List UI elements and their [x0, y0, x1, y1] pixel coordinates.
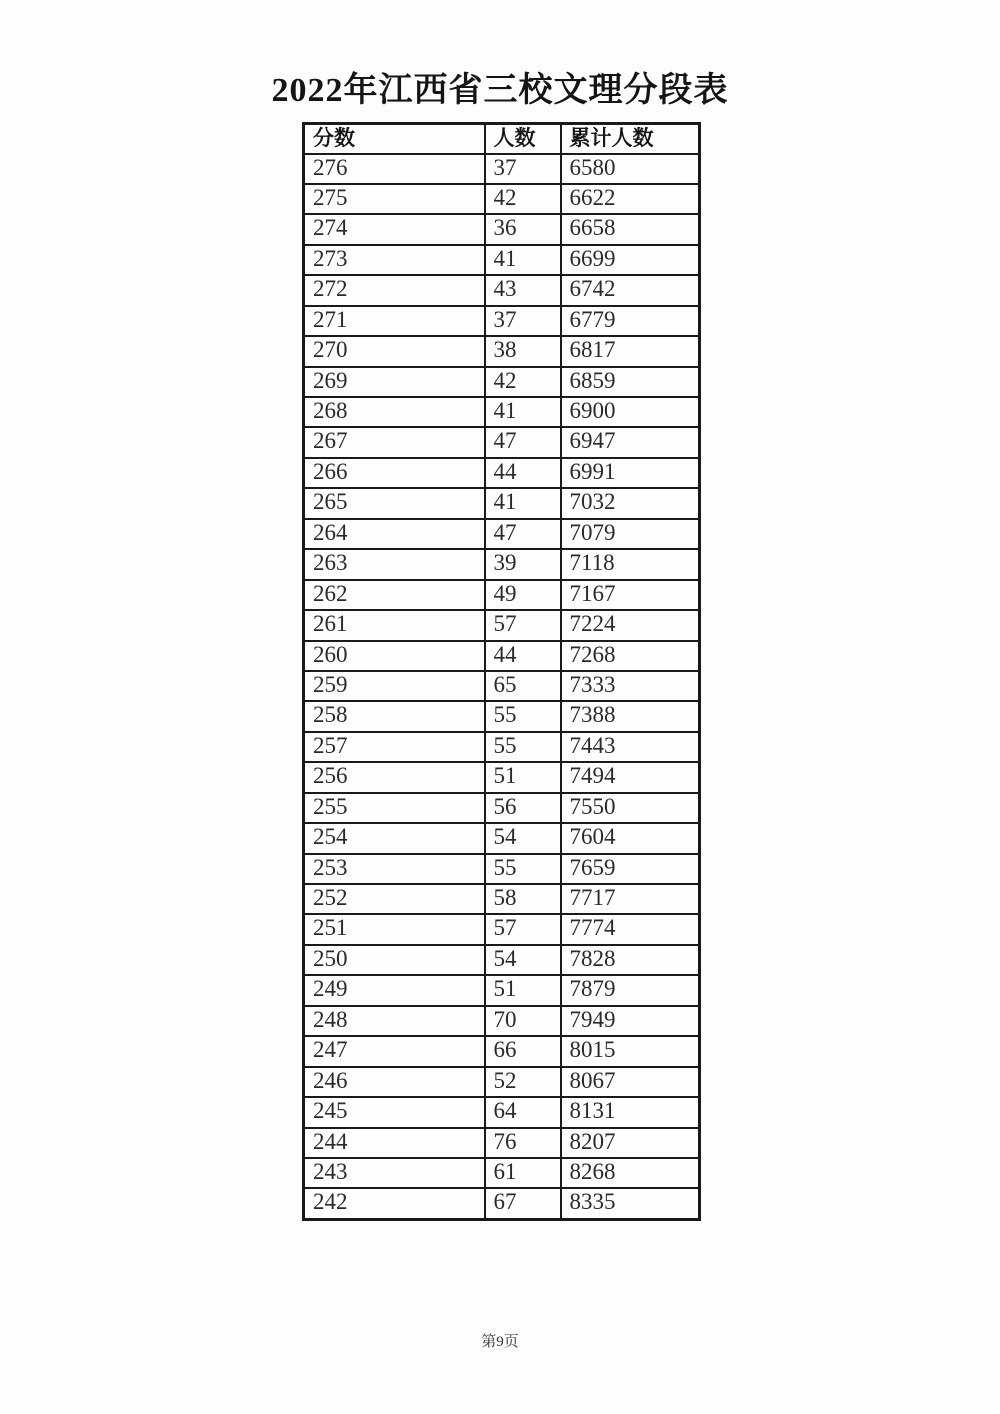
score-cell: 252: [304, 884, 485, 914]
table-row: [304, 367, 700, 397]
count-cell: 57: [485, 610, 561, 640]
table-row: [304, 214, 700, 244]
score-cell: 243: [304, 1158, 485, 1188]
score-cell: 245: [304, 1097, 485, 1127]
score-cell: 259: [304, 671, 485, 701]
count-cell: 41: [485, 488, 561, 518]
count-cell: 43: [485, 275, 561, 305]
cumulative-cell: 7659: [561, 854, 700, 884]
table-row: [304, 580, 700, 610]
cumulative-cell: 7224: [561, 610, 700, 640]
header-score: 分数: [304, 124, 485, 154]
cumulative-cell: 7494: [561, 762, 700, 792]
cumulative-cell: 7443: [561, 732, 700, 762]
cumulative-cell: 6699: [561, 245, 700, 275]
cumulative-cell: 8335: [561, 1188, 700, 1219]
cumulative-cell: 7333: [561, 671, 700, 701]
cumulative-cell: 6779: [561, 306, 700, 336]
cumulative-cell: 7268: [561, 641, 700, 671]
count-cell: 37: [485, 154, 561, 184]
table-row: [304, 701, 700, 731]
cumulative-cell: 7949: [561, 1006, 700, 1036]
table-row: [304, 975, 700, 1005]
table-row: [304, 671, 700, 701]
count-cell: 41: [485, 397, 561, 427]
table-row: [304, 397, 700, 427]
count-cell: 47: [485, 427, 561, 457]
score-cell: 261: [304, 610, 485, 640]
score-cell: 249: [304, 975, 485, 1005]
cumulative-cell: 6622: [561, 184, 700, 214]
score-distribution-table: [302, 122, 701, 1221]
score-cell: 251: [304, 914, 485, 944]
cumulative-cell: 7032: [561, 488, 700, 518]
table-row: [304, 945, 700, 975]
table-row: [304, 762, 700, 792]
count-cell: 51: [485, 762, 561, 792]
cumulative-cell: 6742: [561, 275, 700, 305]
count-cell: 61: [485, 1158, 561, 1188]
count-cell: 44: [485, 458, 561, 488]
score-cell: 269: [304, 367, 485, 397]
table-row: [304, 641, 700, 671]
cumulative-cell: 7388: [561, 701, 700, 731]
score-cell: 253: [304, 854, 485, 884]
score-cell: 270: [304, 336, 485, 366]
cumulative-cell: 6859: [561, 367, 700, 397]
table-row: [304, 610, 700, 640]
count-cell: 66: [485, 1036, 561, 1066]
table-row: [304, 1128, 700, 1158]
count-cell: 52: [485, 1067, 561, 1097]
score-cell: 258: [304, 701, 485, 731]
count-cell: 37: [485, 306, 561, 336]
table-row: [304, 823, 700, 853]
cumulative-cell: 7167: [561, 580, 700, 610]
cumulative-cell: 8268: [561, 1158, 700, 1188]
score-cell: 271: [304, 306, 485, 336]
count-cell: 36: [485, 214, 561, 244]
score-cell: 246: [304, 1067, 485, 1097]
cumulative-cell: 7604: [561, 823, 700, 853]
count-cell: 54: [485, 823, 561, 853]
count-cell: 44: [485, 641, 561, 671]
cumulative-cell: 7717: [561, 884, 700, 914]
table-row: [304, 1097, 700, 1127]
cumulative-cell: 8207: [561, 1128, 700, 1158]
header-count: 人数: [485, 124, 561, 154]
table-row: [304, 519, 700, 549]
table-row: [304, 336, 700, 366]
score-cell: 272: [304, 275, 485, 305]
table-row: [304, 1067, 700, 1097]
score-cell: 273: [304, 245, 485, 275]
score-cell: 244: [304, 1128, 485, 1158]
cumulative-cell: 6580: [561, 154, 700, 184]
score-cell: 255: [304, 793, 485, 823]
score-cell: 248: [304, 1006, 485, 1036]
cumulative-cell: 6947: [561, 427, 700, 457]
table-row: [304, 1036, 700, 1066]
count-cell: 67: [485, 1188, 561, 1219]
table-row: [304, 306, 700, 336]
score-cell: 276: [304, 154, 485, 184]
table-row: [304, 1158, 700, 1188]
table-row: [304, 884, 700, 914]
score-cell: 247: [304, 1036, 485, 1066]
cumulative-cell: 7118: [561, 549, 700, 579]
table-body: [304, 154, 700, 1220]
score-cell: 263: [304, 549, 485, 579]
table-row: [304, 1006, 700, 1036]
count-cell: 39: [485, 549, 561, 579]
cumulative-cell: 8015: [561, 1036, 700, 1066]
score-cell: 268: [304, 397, 485, 427]
table-row: [304, 1188, 700, 1219]
score-cell: 262: [304, 580, 485, 610]
table-row: [304, 914, 700, 944]
count-cell: 76: [485, 1128, 561, 1158]
count-cell: 55: [485, 701, 561, 731]
count-cell: 38: [485, 336, 561, 366]
page-number: 第9页: [481, 1334, 519, 1350]
table-row: [304, 549, 700, 579]
cumulative-cell: 8131: [561, 1097, 700, 1127]
table-row: [304, 275, 700, 305]
cumulative-cell: 6991: [561, 458, 700, 488]
count-cell: 42: [485, 184, 561, 214]
count-cell: 64: [485, 1097, 561, 1127]
count-cell: 55: [485, 854, 561, 884]
count-cell: 42: [485, 367, 561, 397]
table-row: [304, 793, 700, 823]
cumulative-cell: 8067: [561, 1067, 700, 1097]
score-cell: 250: [304, 945, 485, 975]
count-cell: 58: [485, 884, 561, 914]
cumulative-cell: 7079: [561, 519, 700, 549]
count-cell: 65: [485, 671, 561, 701]
cumulative-cell: 6900: [561, 397, 700, 427]
score-cell: 264: [304, 519, 485, 549]
count-cell: 41: [485, 245, 561, 275]
score-cell: 254: [304, 823, 485, 853]
table-row: [304, 154, 700, 184]
cumulative-cell: 7550: [561, 793, 700, 823]
count-cell: 47: [485, 519, 561, 549]
count-cell: 49: [485, 580, 561, 610]
count-cell: 57: [485, 914, 561, 944]
table-row: [304, 427, 700, 457]
score-cell: 266: [304, 458, 485, 488]
table-row: [304, 488, 700, 518]
score-cell: 275: [304, 184, 485, 214]
cumulative-cell: 7879: [561, 975, 700, 1005]
count-cell: 51: [485, 975, 561, 1005]
score-cell: 242: [304, 1188, 485, 1219]
cumulative-cell: 6658: [561, 214, 700, 244]
table-row: [304, 458, 700, 488]
count-cell: 55: [485, 732, 561, 762]
table-row: [304, 732, 700, 762]
score-cell: 257: [304, 732, 485, 762]
table-header-row: [304, 124, 700, 154]
score-cell: 267: [304, 427, 485, 457]
table-row: [304, 854, 700, 884]
score-cell: 256: [304, 762, 485, 792]
score-cell: 274: [304, 214, 485, 244]
table-row: [304, 184, 700, 214]
count-cell: 54: [485, 945, 561, 975]
cumulative-cell: 7774: [561, 914, 700, 944]
page-title: 2022年江西省三校文理分段表: [271, 72, 729, 109]
score-cell: 265: [304, 488, 485, 518]
score-cell: 260: [304, 641, 485, 671]
count-cell: 56: [485, 793, 561, 823]
table-row: [304, 245, 700, 275]
header-cumulative-count: 累计人数: [561, 124, 700, 154]
cumulative-cell: 7828: [561, 945, 700, 975]
count-cell: 70: [485, 1006, 561, 1036]
cumulative-cell: 6817: [561, 336, 700, 366]
